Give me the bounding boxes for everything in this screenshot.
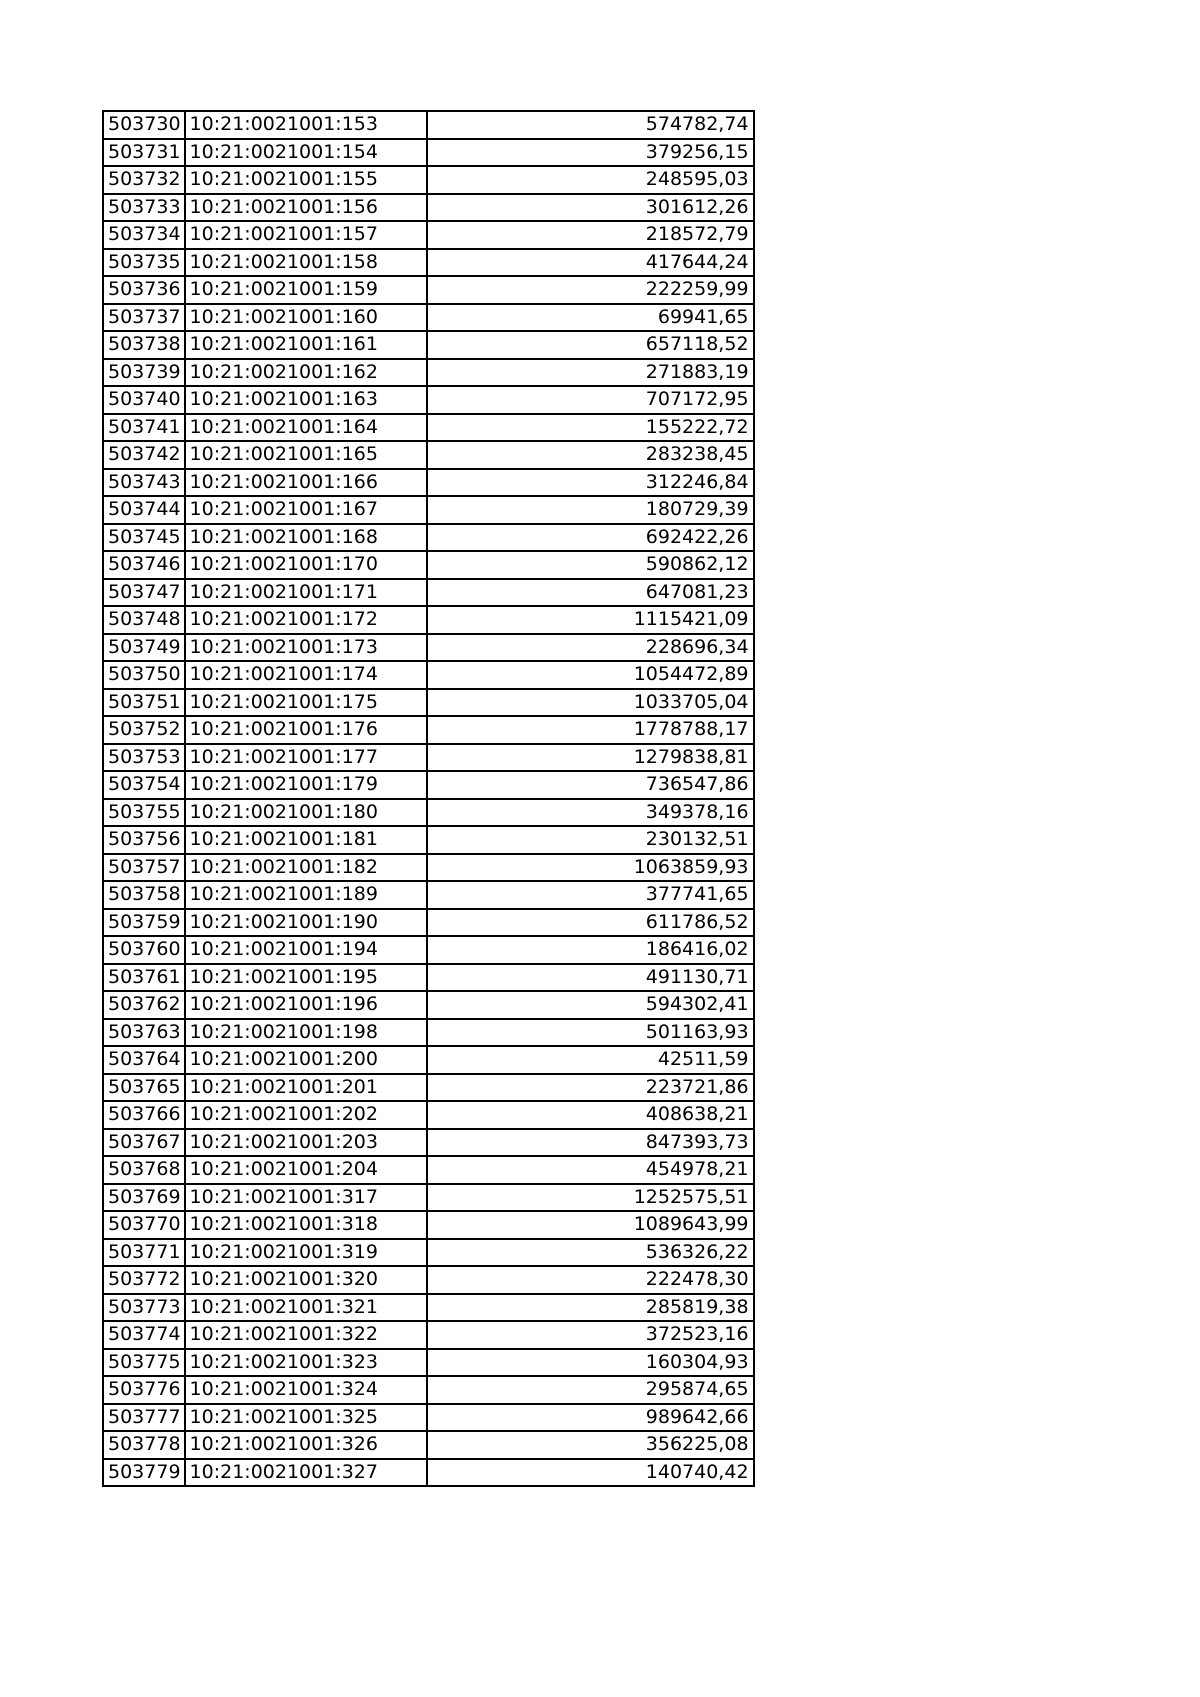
value-cell: 271883,19 xyxy=(427,359,754,387)
cadastral-number-cell: 10:21:0021001:180 xyxy=(185,799,427,827)
value-cell: 1778788,17 xyxy=(427,716,754,744)
row-id-cell: 503764 xyxy=(103,1046,185,1074)
table-row xyxy=(103,991,754,1019)
table-row xyxy=(103,716,754,744)
cadastral-number-cell: 10:21:0021001:327 xyxy=(185,1459,427,1487)
row-id-cell: 503730 xyxy=(103,111,185,139)
table-row xyxy=(103,799,754,827)
row-id-cell: 503732 xyxy=(103,166,185,194)
table-row xyxy=(103,1266,754,1294)
value-cell: 989642,66 xyxy=(427,1404,754,1432)
row-id-cell: 503733 xyxy=(103,194,185,222)
cadastral-number-cell: 10:21:0021001:204 xyxy=(185,1156,427,1184)
table-row xyxy=(103,1184,754,1212)
row-id-cell: 503772 xyxy=(103,1266,185,1294)
table-row xyxy=(103,881,754,909)
cadastral-number-cell: 10:21:0021001:167 xyxy=(185,496,427,524)
value-cell: 222259,99 xyxy=(427,276,754,304)
value-cell: 417644,24 xyxy=(427,249,754,277)
row-id-cell: 503773 xyxy=(103,1294,185,1322)
row-id-cell: 503765 xyxy=(103,1074,185,1102)
value-cell: 69941,65 xyxy=(427,304,754,332)
value-cell: 847393,73 xyxy=(427,1129,754,1157)
value-cell: 692422,26 xyxy=(427,524,754,552)
table-row xyxy=(103,1101,754,1129)
table-row xyxy=(103,1046,754,1074)
value-cell: 295874,65 xyxy=(427,1376,754,1404)
data-table xyxy=(102,110,755,1487)
value-cell: 594302,41 xyxy=(427,991,754,1019)
table-row xyxy=(103,1321,754,1349)
row-id-cell: 503752 xyxy=(103,716,185,744)
table-row xyxy=(103,1211,754,1239)
value-cell: 186416,02 xyxy=(427,936,754,964)
value-cell: 491130,71 xyxy=(427,964,754,992)
table-row xyxy=(103,936,754,964)
cadastral-number-cell: 10:21:0021001:318 xyxy=(185,1211,427,1239)
value-cell: 223721,86 xyxy=(427,1074,754,1102)
table-row xyxy=(103,414,754,442)
row-id-cell: 503734 xyxy=(103,221,185,249)
table-row xyxy=(103,139,754,167)
cadastral-number-cell: 10:21:0021001:190 xyxy=(185,909,427,937)
row-id-cell: 503778 xyxy=(103,1431,185,1459)
value-cell: 155222,72 xyxy=(427,414,754,442)
cadastral-number-cell: 10:21:0021001:201 xyxy=(185,1074,427,1102)
value-cell: 1054472,89 xyxy=(427,661,754,689)
row-id-cell: 503731 xyxy=(103,139,185,167)
row-id-cell: 503737 xyxy=(103,304,185,332)
row-id-cell: 503744 xyxy=(103,496,185,524)
table-row xyxy=(103,854,754,882)
row-id-cell: 503766 xyxy=(103,1101,185,1129)
cadastral-number-cell: 10:21:0021001:324 xyxy=(185,1376,427,1404)
cadastral-number-cell: 10:21:0021001:159 xyxy=(185,276,427,304)
table-row xyxy=(103,771,754,799)
cadastral-number-cell: 10:21:0021001:325 xyxy=(185,1404,427,1432)
cadastral-number-cell: 10:21:0021001:321 xyxy=(185,1294,427,1322)
table-row xyxy=(103,1349,754,1377)
value-cell: 1033705,04 xyxy=(427,689,754,717)
value-cell: 590862,12 xyxy=(427,551,754,579)
value-cell: 180729,39 xyxy=(427,496,754,524)
value-cell: 283238,45 xyxy=(427,441,754,469)
cadastral-number-cell: 10:21:0021001:322 xyxy=(185,1321,427,1349)
cadastral-number-cell: 10:21:0021001:157 xyxy=(185,221,427,249)
cadastral-number-cell: 10:21:0021001:175 xyxy=(185,689,427,717)
row-id-cell: 503735 xyxy=(103,249,185,277)
value-cell: 611786,52 xyxy=(427,909,754,937)
cadastral-number-cell: 10:21:0021001:181 xyxy=(185,826,427,854)
cadastral-number-cell: 10:21:0021001:202 xyxy=(185,1101,427,1129)
row-id-cell: 503747 xyxy=(103,579,185,607)
table-row xyxy=(103,524,754,552)
row-id-cell: 503776 xyxy=(103,1376,185,1404)
value-cell: 301612,26 xyxy=(427,194,754,222)
row-id-cell: 503743 xyxy=(103,469,185,497)
value-cell: 1089643,99 xyxy=(427,1211,754,1239)
cadastral-number-cell: 10:21:0021001:177 xyxy=(185,744,427,772)
cadastral-number-cell: 10:21:0021001:161 xyxy=(185,331,427,359)
table-row xyxy=(103,1294,754,1322)
cadastral-number-cell: 10:21:0021001:172 xyxy=(185,606,427,634)
row-id-cell: 503779 xyxy=(103,1459,185,1487)
table-row xyxy=(103,359,754,387)
row-id-cell: 503757 xyxy=(103,854,185,882)
cadastral-number-cell: 10:21:0021001:155 xyxy=(185,166,427,194)
table-row xyxy=(103,1129,754,1157)
table-row xyxy=(103,964,754,992)
value-cell: 379256,15 xyxy=(427,139,754,167)
cadastral-number-cell: 10:21:0021001:154 xyxy=(185,139,427,167)
row-id-cell: 503761 xyxy=(103,964,185,992)
row-id-cell: 503736 xyxy=(103,276,185,304)
value-cell: 349378,16 xyxy=(427,799,754,827)
table-row xyxy=(103,441,754,469)
table-row xyxy=(103,276,754,304)
table-row xyxy=(103,1376,754,1404)
value-cell: 647081,23 xyxy=(427,579,754,607)
row-id-cell: 503769 xyxy=(103,1184,185,1212)
row-id-cell: 503758 xyxy=(103,881,185,909)
row-id-cell: 503751 xyxy=(103,689,185,717)
table-row xyxy=(103,1459,754,1487)
cadastral-number-cell: 10:21:0021001:189 xyxy=(185,881,427,909)
cadastral-number-cell: 10:21:0021001:166 xyxy=(185,469,427,497)
table-row xyxy=(103,1074,754,1102)
value-cell: 1279838,81 xyxy=(427,744,754,772)
cadastral-number-cell: 10:21:0021001:170 xyxy=(185,551,427,579)
cadastral-number-cell: 10:21:0021001:176 xyxy=(185,716,427,744)
row-id-cell: 503748 xyxy=(103,606,185,634)
value-cell: 312246,84 xyxy=(427,469,754,497)
value-cell: 454978,21 xyxy=(427,1156,754,1184)
row-id-cell: 503749 xyxy=(103,634,185,662)
table-row xyxy=(103,1404,754,1432)
cadastral-number-cell: 10:21:0021001:194 xyxy=(185,936,427,964)
cadastral-number-cell: 10:21:0021001:319 xyxy=(185,1239,427,1267)
table-row xyxy=(103,386,754,414)
table-row xyxy=(103,1156,754,1184)
table-row xyxy=(103,304,754,332)
cadastral-number-cell: 10:21:0021001:173 xyxy=(185,634,427,662)
value-cell: 1115421,09 xyxy=(427,606,754,634)
value-cell: 42511,59 xyxy=(427,1046,754,1074)
cadastral-number-cell: 10:21:0021001:196 xyxy=(185,991,427,1019)
table-row xyxy=(103,909,754,937)
row-id-cell: 503775 xyxy=(103,1349,185,1377)
cadastral-number-cell: 10:21:0021001:323 xyxy=(185,1349,427,1377)
row-id-cell: 503774 xyxy=(103,1321,185,1349)
row-id-cell: 503756 xyxy=(103,826,185,854)
row-id-cell: 503760 xyxy=(103,936,185,964)
cadastral-number-cell: 10:21:0021001:198 xyxy=(185,1019,427,1047)
cadastral-number-cell: 10:21:0021001:164 xyxy=(185,414,427,442)
table-row xyxy=(103,551,754,579)
value-cell: 536326,22 xyxy=(427,1239,754,1267)
table-row xyxy=(103,744,754,772)
table-row xyxy=(103,111,754,139)
table-row xyxy=(103,606,754,634)
cadastral-number-cell: 10:21:0021001:158 xyxy=(185,249,427,277)
value-cell: 372523,16 xyxy=(427,1321,754,1349)
table-body xyxy=(103,111,754,1486)
cadastral-number-cell: 10:21:0021001:165 xyxy=(185,441,427,469)
row-id-cell: 503746 xyxy=(103,551,185,579)
cadastral-number-cell: 10:21:0021001:320 xyxy=(185,1266,427,1294)
row-id-cell: 503755 xyxy=(103,799,185,827)
value-cell: 707172,95 xyxy=(427,386,754,414)
value-cell: 356225,08 xyxy=(427,1431,754,1459)
table-row xyxy=(103,1019,754,1047)
cadastral-number-cell: 10:21:0021001:317 xyxy=(185,1184,427,1212)
cadastral-number-cell: 10:21:0021001:182 xyxy=(185,854,427,882)
value-cell: 408638,21 xyxy=(427,1101,754,1129)
cadastral-number-cell: 10:21:0021001:171 xyxy=(185,579,427,607)
table-row xyxy=(103,826,754,854)
row-id-cell: 503771 xyxy=(103,1239,185,1267)
cadastral-number-cell: 10:21:0021001:174 xyxy=(185,661,427,689)
value-cell: 160304,93 xyxy=(427,1349,754,1377)
table-row xyxy=(103,579,754,607)
row-id-cell: 503777 xyxy=(103,1404,185,1432)
cadastral-number-cell: 10:21:0021001:156 xyxy=(185,194,427,222)
row-id-cell: 503762 xyxy=(103,991,185,1019)
cadastral-number-cell: 10:21:0021001:162 xyxy=(185,359,427,387)
value-cell: 736547,86 xyxy=(427,771,754,799)
value-cell: 285819,38 xyxy=(427,1294,754,1322)
cadastral-number-cell: 10:21:0021001:179 xyxy=(185,771,427,799)
table-row xyxy=(103,496,754,524)
table-row xyxy=(103,249,754,277)
value-cell: 248595,03 xyxy=(427,166,754,194)
cadastral-number-cell: 10:21:0021001:163 xyxy=(185,386,427,414)
value-cell: 140740,42 xyxy=(427,1459,754,1487)
value-cell: 377741,65 xyxy=(427,881,754,909)
row-id-cell: 503741 xyxy=(103,414,185,442)
value-cell: 218572,79 xyxy=(427,221,754,249)
table-row xyxy=(103,689,754,717)
value-cell: 657118,52 xyxy=(427,331,754,359)
value-cell: 1252575,51 xyxy=(427,1184,754,1212)
value-cell: 1063859,93 xyxy=(427,854,754,882)
cadastral-number-cell: 10:21:0021001:153 xyxy=(185,111,427,139)
cadastral-number-cell: 10:21:0021001:203 xyxy=(185,1129,427,1157)
value-cell: 230132,51 xyxy=(427,826,754,854)
row-id-cell: 503759 xyxy=(103,909,185,937)
row-id-cell: 503738 xyxy=(103,331,185,359)
table-row xyxy=(103,194,754,222)
row-id-cell: 503745 xyxy=(103,524,185,552)
cadastral-number-cell: 10:21:0021001:326 xyxy=(185,1431,427,1459)
row-id-cell: 503740 xyxy=(103,386,185,414)
row-id-cell: 503754 xyxy=(103,771,185,799)
table-row xyxy=(103,221,754,249)
table-row xyxy=(103,469,754,497)
cadastral-number-cell: 10:21:0021001:160 xyxy=(185,304,427,332)
row-id-cell: 503753 xyxy=(103,744,185,772)
value-cell: 501163,93 xyxy=(427,1019,754,1047)
row-id-cell: 503768 xyxy=(103,1156,185,1184)
value-cell: 228696,34 xyxy=(427,634,754,662)
cadastral-number-cell: 10:21:0021001:168 xyxy=(185,524,427,552)
row-id-cell: 503750 xyxy=(103,661,185,689)
table-row xyxy=(103,166,754,194)
value-cell: 222478,30 xyxy=(427,1266,754,1294)
row-id-cell: 503770 xyxy=(103,1211,185,1239)
table-row xyxy=(103,661,754,689)
table-row xyxy=(103,331,754,359)
cadastral-number-cell: 10:21:0021001:200 xyxy=(185,1046,427,1074)
value-cell: 574782,74 xyxy=(427,111,754,139)
table-row xyxy=(103,1431,754,1459)
row-id-cell: 503739 xyxy=(103,359,185,387)
table-row xyxy=(103,1239,754,1267)
row-id-cell: 503767 xyxy=(103,1129,185,1157)
cadastral-number-cell: 10:21:0021001:195 xyxy=(185,964,427,992)
row-id-cell: 503763 xyxy=(103,1019,185,1047)
table-row xyxy=(103,634,754,662)
row-id-cell: 503742 xyxy=(103,441,185,469)
